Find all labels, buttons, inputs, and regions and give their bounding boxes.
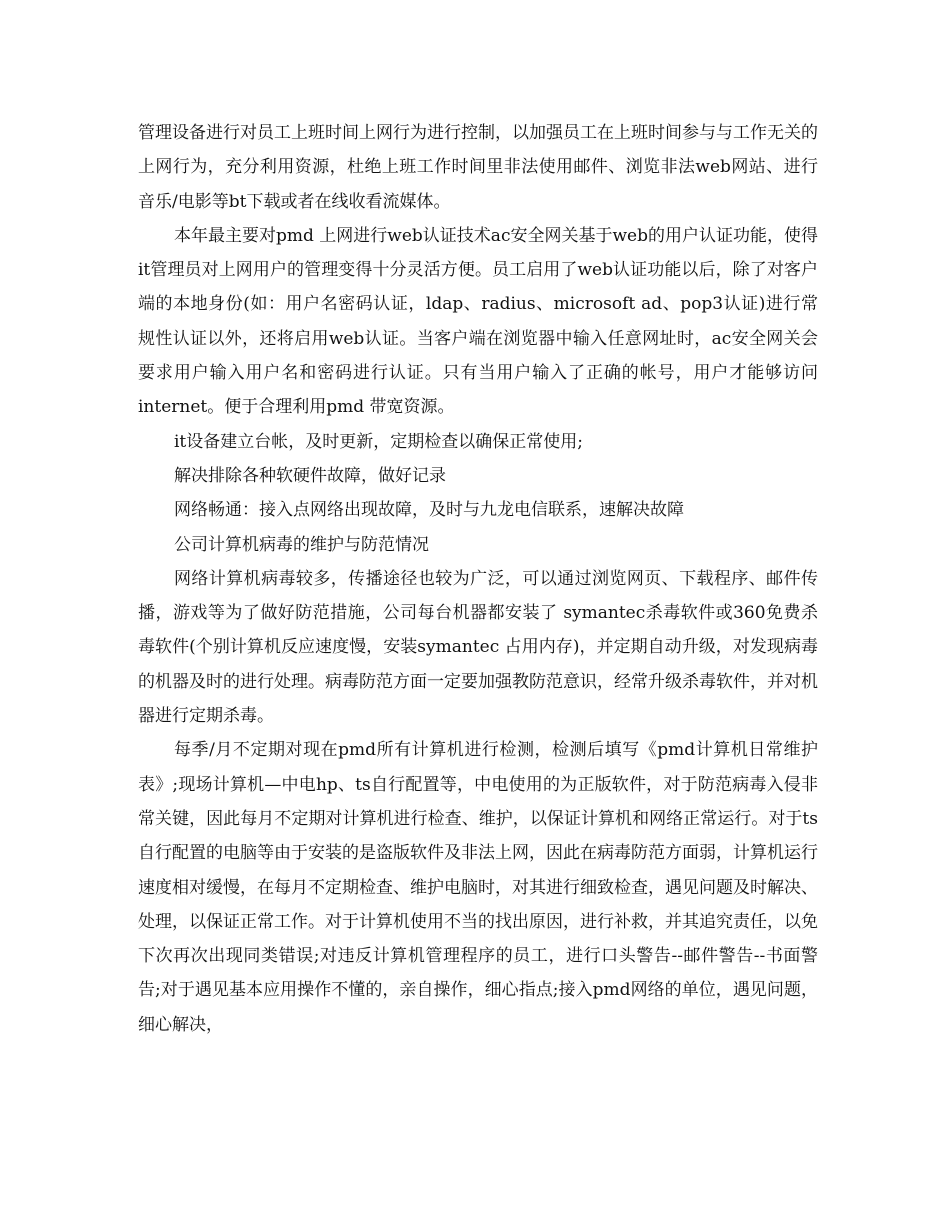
paragraph-2: 本年最主要对pmd 上网进行web认证技术ac安全网关基于web的用户认证功能，使得it管理员对上网用户的管理变得十分灵活方便。员工启用了web认证功能以后，除了对客户端的本地身份(如：用户名密码认证，ldap、radius、microsoft ad、pop3认证)进行常规性认证以外，还将启用web认证。当客户端在浏览器中输入任意网址时，ac安全网关会要求用户输入用户名和密码进行认证。只有当用户输入了正确的帐号，用户才能够访问 internet。便于合理利用pmd 带宽资源。 — [138, 225, 818, 418]
paragraph-3: it设备建立台帐，及时更新，定期检查以确保正常使用; — [174, 431, 583, 452]
paragraph-1: 管理设备进行对员工上班时间上网行为进行控制，以加强员工在上班时间参与与工作无关的上网行为，充分利用资源，杜绝上班工作时间里非法使用邮件、浏览非法web网站、进行音乐/电影等bt下载或者在线收看流媒体。 — [138, 123, 818, 212]
document-body — [138, 116, 818, 1042]
paragraph-7: 网络计算机病毒较多，传播途径也较为广泛，可以通过浏览网页、下载程序、邮件传播，游戏等为了做好防范措施，公司每台机器都安装了 symantec杀毒软件或360免费杀毒软件(个别计算机反应速度慢，安装symantec 占用内存)，并定期自动升级，对发现病毒的机器及时的进行处理。病毒防范方面一定要加强教防范意识，经常升级杀毒软件，并对机器进行定期杀毒。 — [138, 568, 818, 727]
paragraph-5: 网络畅通：接入点网络出现故障，及时与九龙电信联系，速解决故障 — [174, 500, 684, 521]
paragraph-8: 每季/月不定期对现在pmd所有计算机进行检测，检测后填写《pmd计算机日常维护表》;现场计算机—中电hp、ts自行配置等，中电使用的为正版软件，对于防范病毒入侵非常关键，因此每月不定期对计算机进行检查、维护，以保证计算机和网络正常运行。对于ts自行配置的电脑等由于安装的是盗版软件及非法上网，因此在病毒防范方面弱，计算机运行速度相对缓慢，在每月不定期检查、维护电脑时，对其进行细致检查，遇见问题及时解决、处理，以保证正常工作。对于计算机使用不当的找出原因，进行补救，并其追究责任，以免下次再次出现同类错误;对违反计算机管理程序的员工，进行口头警告--邮件警告--书面警告;对于遇见基本应用操作不懂的，亲自操作，细心指点;接入pmd网络的单位，遇见问题，细心解决， — [138, 740, 818, 1035]
paragraph-6: 公司计算机病毒的维护与防范情况 — [174, 534, 429, 555]
paragraph-4: 解决排除各种软硬件故障，做好记录 — [174, 465, 446, 486]
